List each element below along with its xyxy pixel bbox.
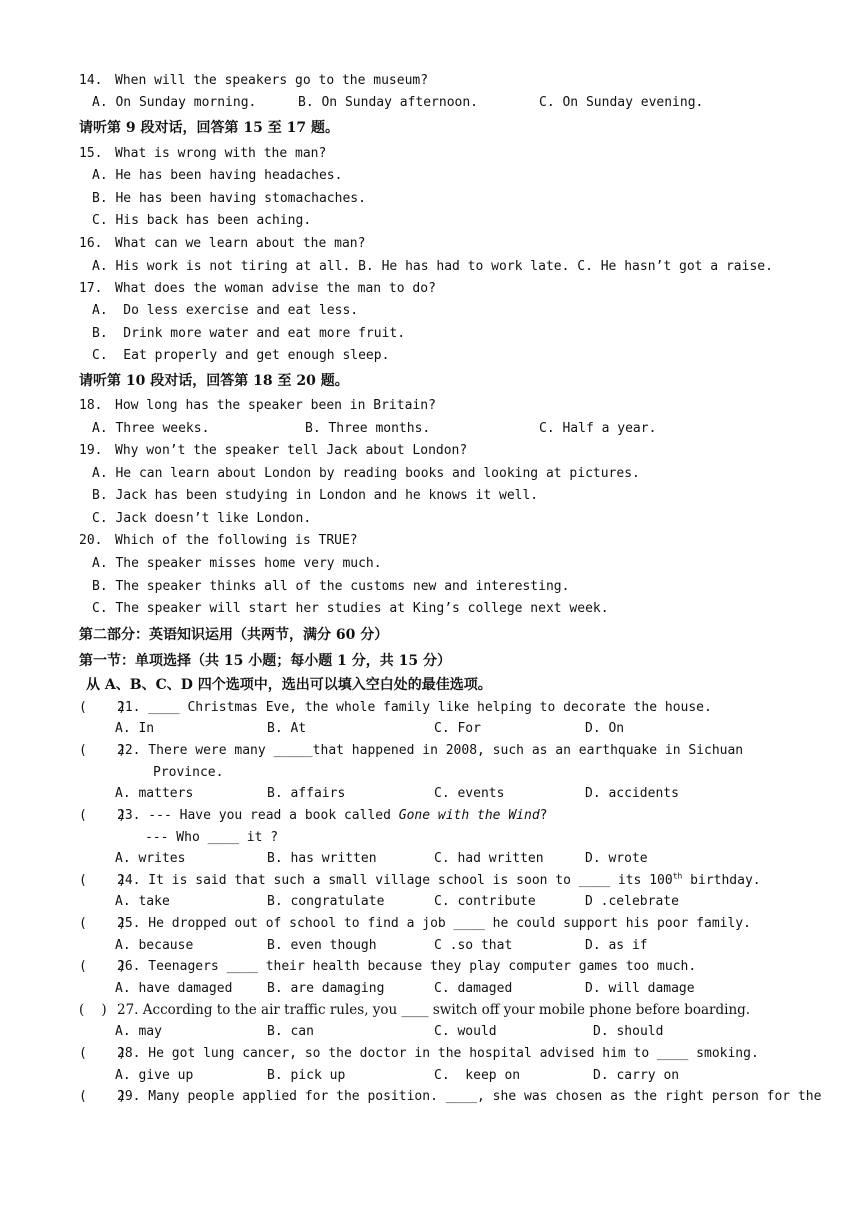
option-c: C .so that bbox=[434, 938, 513, 953]
option-a: A. give up bbox=[115, 1068, 194, 1083]
answer-blank[interactable]: ( ) bbox=[79, 1002, 107, 1018]
option-b: B. has written bbox=[267, 851, 377, 866]
option-b: B. At bbox=[267, 721, 307, 736]
question-25: ( )25. He dropped out of school to find a job ____ he could support his poor family. bbox=[79, 916, 751, 931]
section-heading-9: 请听第 9 段对话，回答第 15 至 17 题。 bbox=[79, 120, 339, 136]
answer-blank[interactable]: ( ) bbox=[79, 959, 126, 974]
question-17: 17. What does the woman advise the man to do? bbox=[79, 281, 436, 296]
question-24: ( )24. It is said that such a small village school is soon to ____ its 100th birthday. bbox=[79, 871, 761, 888]
option-b: B. On Sunday afternoon. bbox=[298, 95, 479, 110]
answer-blank[interactable]: ( ) bbox=[79, 1046, 126, 1061]
question-23: ( )23. --- Have you read a book called Gone with the Wind? bbox=[79, 808, 548, 823]
answer-blank[interactable]: ( ) bbox=[79, 916, 126, 931]
question-19-option-c: C. Jack doesn’t like London. bbox=[92, 511, 312, 526]
question-17-option-b: B. Drink more water and eat more fruit. bbox=[92, 326, 406, 341]
question-16-options: A. His work is not tiring at all. B. He has had to work late. C. He hasn’t got a raise. bbox=[92, 259, 773, 274]
option-a: A. may bbox=[115, 1024, 162, 1039]
question-19-option-a: A. He can learn about London by reading books and looking at pictures. bbox=[92, 466, 640, 481]
question-18: 18. How long has the speaker been in Britain? bbox=[79, 398, 436, 413]
question-26: ( )26. Teenagers ____ their health because they play computer games too much. bbox=[79, 959, 697, 974]
option-b: B. are damaging bbox=[267, 981, 385, 996]
option-d: D. should bbox=[593, 1024, 664, 1039]
option-c: C. had written bbox=[434, 851, 544, 866]
option-d: D. carry on bbox=[593, 1068, 680, 1083]
question-27: ( ) 27. According to the air traffic rules, you ____ switch off your mobile phone before boarding. bbox=[79, 1002, 751, 1018]
option-c: C. keep on bbox=[434, 1068, 521, 1083]
instructions: 从 A、B、C、D 四个选项中，选出可以填入空白处的最佳选项。 bbox=[86, 677, 492, 693]
option-b: B. even though bbox=[267, 938, 377, 953]
option-c: C. contribute bbox=[434, 894, 536, 909]
question-20-option-b: B. The speaker thinks all of the customs new and interesting. bbox=[92, 579, 570, 594]
question-23-reply: --- Who ____ it ? bbox=[145, 830, 279, 845]
question-15-option-b: B. He has been having stomachaches. bbox=[92, 191, 366, 206]
answer-blank[interactable]: ( ) bbox=[79, 700, 126, 715]
question-22-continuation: Province. bbox=[153, 765, 224, 780]
option-b: B. Three months. bbox=[305, 421, 431, 436]
option-a: A. Three weeks. bbox=[92, 421, 210, 436]
option-c: C. events bbox=[434, 786, 505, 801]
option-a: A. take bbox=[115, 894, 170, 909]
question-17-option-c: C. Eat properly and get enough sleep. bbox=[92, 348, 390, 363]
question-16: 16. What can we learn about the man? bbox=[79, 236, 366, 251]
option-c: C. On Sunday evening. bbox=[539, 95, 704, 110]
option-a: A. because bbox=[115, 938, 194, 953]
section-1-title: 第一节：单项选择（共 15 小题；每小题 1 分，共 15 分） bbox=[79, 653, 451, 669]
option-b: B. pick up bbox=[267, 1068, 346, 1083]
question-28: ( )28. He got lung cancer, so the doctor in the hospital advised him to ____ smoking. bbox=[79, 1046, 759, 1061]
option-d: D. as if bbox=[585, 938, 648, 953]
question-19: 19. Why won’t the speaker tell Jack about London? bbox=[79, 443, 468, 458]
option-c: C. Half a year. bbox=[539, 421, 657, 436]
answer-blank[interactable]: ( ) bbox=[79, 808, 126, 823]
option-c: C. For bbox=[434, 721, 481, 736]
question-21: ( )21. ____ Christmas Eve, the whole family like helping to decorate the house. bbox=[79, 700, 712, 715]
question-14: 14. When will the speakers go to the museum? bbox=[79, 73, 429, 88]
question-20-option-c: C. The speaker will start her studies at King’s college next week. bbox=[92, 601, 609, 616]
question-20-option-a: A. The speaker misses home very much. bbox=[92, 556, 382, 571]
question-15-option-c: C. His back has been aching. bbox=[92, 213, 312, 228]
question-17-option-a: A. Do less exercise and eat less. bbox=[92, 303, 359, 318]
option-b: B. affairs bbox=[267, 786, 346, 801]
answer-blank[interactable]: ( ) bbox=[79, 873, 126, 888]
question-19-option-b: B. Jack has been studying in London and he knows it well. bbox=[92, 488, 539, 503]
option-a: A. In bbox=[115, 721, 155, 736]
option-d: D. accidents bbox=[585, 786, 679, 801]
question-22: ( )22. There were many _____that happened in 2008, such as an earthquake in Sichuan bbox=[79, 743, 744, 758]
option-d: D. will damage bbox=[585, 981, 695, 996]
option-d: D. wrote bbox=[585, 851, 648, 866]
answer-blank[interactable]: ( ) bbox=[79, 1089, 126, 1104]
book-title: Gone with the Wind bbox=[398, 808, 540, 823]
option-a: A. matters bbox=[115, 786, 194, 801]
option-d: D .celebrate bbox=[585, 894, 679, 909]
question-15: 15. What is wrong with the man? bbox=[79, 146, 327, 161]
question-20: 20. Which of the following is TRUE? bbox=[79, 533, 358, 548]
option-c: C. would bbox=[434, 1024, 497, 1039]
option-b: B. can bbox=[267, 1024, 314, 1039]
option-a: A. On Sunday morning. bbox=[92, 95, 257, 110]
option-b: B. congratulate bbox=[267, 894, 385, 909]
option-a: A. have damaged bbox=[115, 981, 233, 996]
question-29: ( )29. Many people applied for the position. ____, she was chosen as the right person for the bbox=[79, 1089, 822, 1104]
option-a: A. writes bbox=[115, 851, 186, 866]
option-d: D. On bbox=[585, 721, 625, 736]
question-28-options bbox=[115, 1068, 815, 1164]
answer-blank[interactable]: ( ) bbox=[79, 743, 126, 758]
question-15-option-a: A. He has been having headaches. bbox=[92, 168, 343, 183]
part-2-title: 第二部分：英语知识运用（共两节，满分 60 分） bbox=[79, 627, 389, 643]
option-c: C. damaged bbox=[434, 981, 513, 996]
section-heading-10: 请听第 10 段对话，回答第 18 至 20 题。 bbox=[79, 373, 349, 389]
